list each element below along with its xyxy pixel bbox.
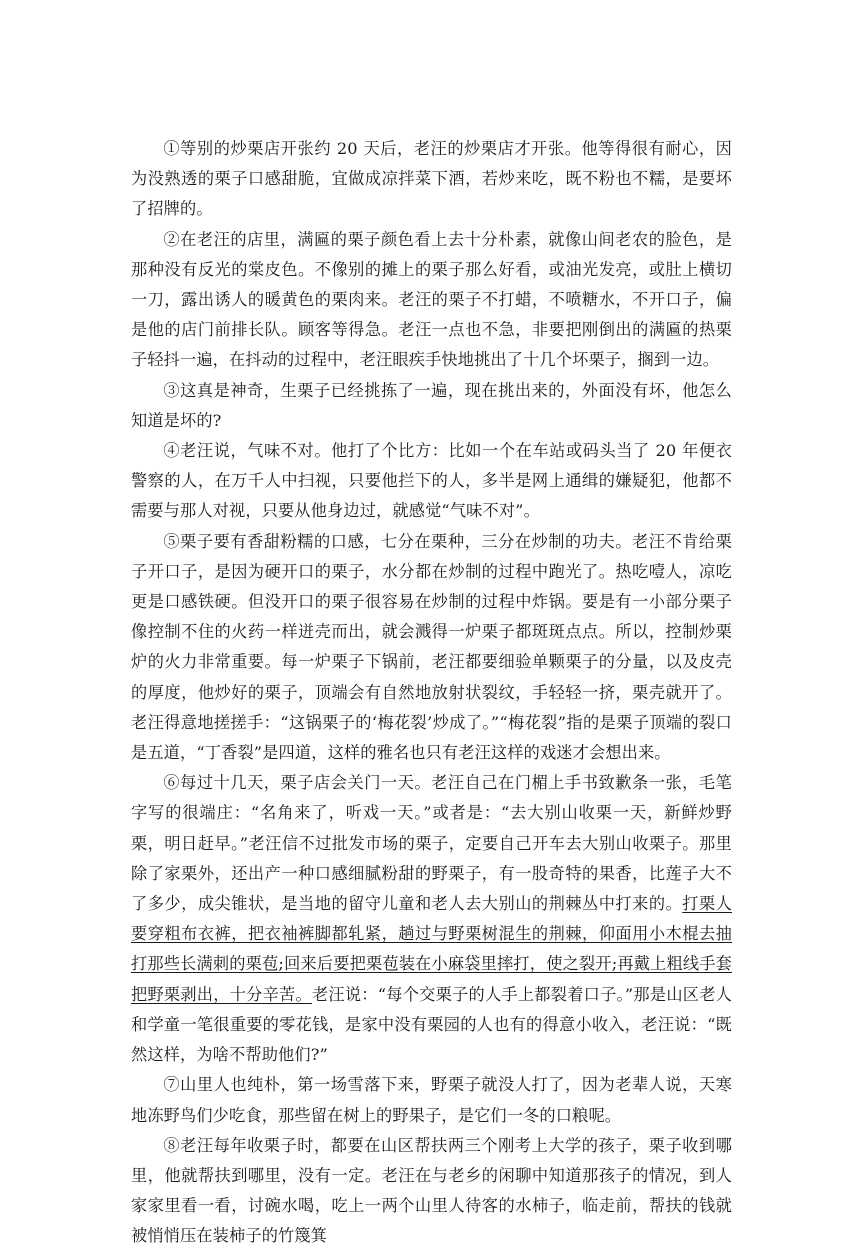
paragraph-6-text-before: ⑥每过十几天，栗子店会关门一天。老汪自己在门楣上手书致歉条一张，毛笔字写的很端庄：“名角来了，听戏一天。”或者是：“去大别山收栗一天，新鲜炒野栗，明日赶早。”老汪信不过批发市场的栗子，定要自己开车去大别山收栗子。那里除了家栗外，还出产一种口感细腻粉甜的野栗子，有一股奇特的果香，比莲子大不了多少，成尖锥状，是当地的留守儿童和老人去大别山的荆棘丛中打来的。	[131, 773, 732, 914]
paragraph-6	[131, 768, 732, 1070]
paragraph-4: ④老汪说，气味不对。他打了个比方：比如一个在车站或码头当了 20 年便衣警察的人，在万千人中扫视，只要他拦下的人，多半是网上通缉的嫌疑犯，他都不需要与那人对视，只要从他身边过，就感觉“气味不对”。	[131, 441, 732, 521]
paragraph-5: ⑤栗子要有香甜粉糯的口感，七分在栗种，三分在炒制的功夫。老汪不肯给栗子开口子，是因为硬开口的栗子，水分都在炒制的过程中跑光了。热吃噎人，凉吃更是口感铁硬。但没开口的栗子很容易在炒制的过程中炸锅。要是有一小部分栗子像控制不住的火药一样迸壳而出，就会溅得一炉栗子都斑斑点点。所以，控制炒栗炉的火力非常重要。每一炉栗子下锅前，老汪都要细验单颗栗子的分量，以及皮壳的厚度，他炒好的栗子，顶端会有自然地放射状裂纹，手轻轻一挤，栗壳就开了。老汪得意地搓搓手：“这锅栗子的‘梅花裂’炒成了。”“梅花裂”指的是栗子顶端的裂口是五道，“丁香裂”是四道，这样的雅名也只有老汪这样的戏迷才会想出来。	[131, 531, 732, 763]
paragraph-6-text-after: 老汪说：“每个交栗子的人手上都裂着口子。”那是山区老人和学童一笔很重要的零花钱，是家中没有栗园的人也有的得意小收入，老汪说：“既然这样，为啥不帮助他们?”	[131, 984, 733, 1065]
paragraph-6-underlined-text: 打栗人要穿粗布衣裤，把衣袖裤脚都轧紧，趟过与野栗树混生的荆棘，仰面用小木棍去抽打那些长满刺的栗苞;回来后要把栗苞装在小麻袋里摔打，使之裂开;再戴上粗线手套把野栗剥出，十分辛苦。	[131, 894, 732, 1004]
paragraph-1: ①等别的炒栗店开张约 20 天后，老汪的炒栗店才开张。他等得很有耐心，因为没熟透的栗子口感甜脆，宜做成凉拌菜下酒，若炒来吃，既不粉也不糯，是要坏了招牌的。	[131, 139, 732, 219]
paragraph-7: ⑦山里人也纯朴，第一场雪落下来，野栗子就没人打了，因为老辈人说，天寒地冻野鸟们少吃食，那些留在树上的野果子，是它们一冬的口粮呢。	[131, 1075, 732, 1125]
paragraph-2: ②在老汪的店里，满匾的栗子颜色看上去十分朴素，就像山间老农的脸色，是那种没有反光的棠皮色。不像别的摊上的栗子那么好看，或油光发亮，或肚上横切一刀，露出诱人的暖黄色的栗肉来。老汪的栗子不打蜡，不喷糖水，不开口子，偏是他的店门前排长队。顾客等得急。老汪一点也不急，非要把刚倒出的满匾的热栗子轻抖一遍，在抖动的过程中，老汪眼疾手快地挑出了十几个坏栗子，搁到一边。	[131, 229, 732, 370]
paragraph-8: ⑧老汪每年收栗子时，都要在山区帮扶两三个刚考上大学的孩子，栗子收到哪里，他就帮扶到哪里，没有一定。老汪在与老乡的闲聊中知道那孩子的情况，到人家家里看一看，讨碗水喝，吃上一两个山里人待客的水柿子，临走前，帮扶的钱就被悄悄压在装柿子的竹篾箕	[131, 1135, 732, 1246]
paragraph-3: ③这真是神奇，生栗子已经挑拣了一遍，现在挑出来的，外面没有坏，他怎么知道是坏的?	[131, 380, 732, 430]
